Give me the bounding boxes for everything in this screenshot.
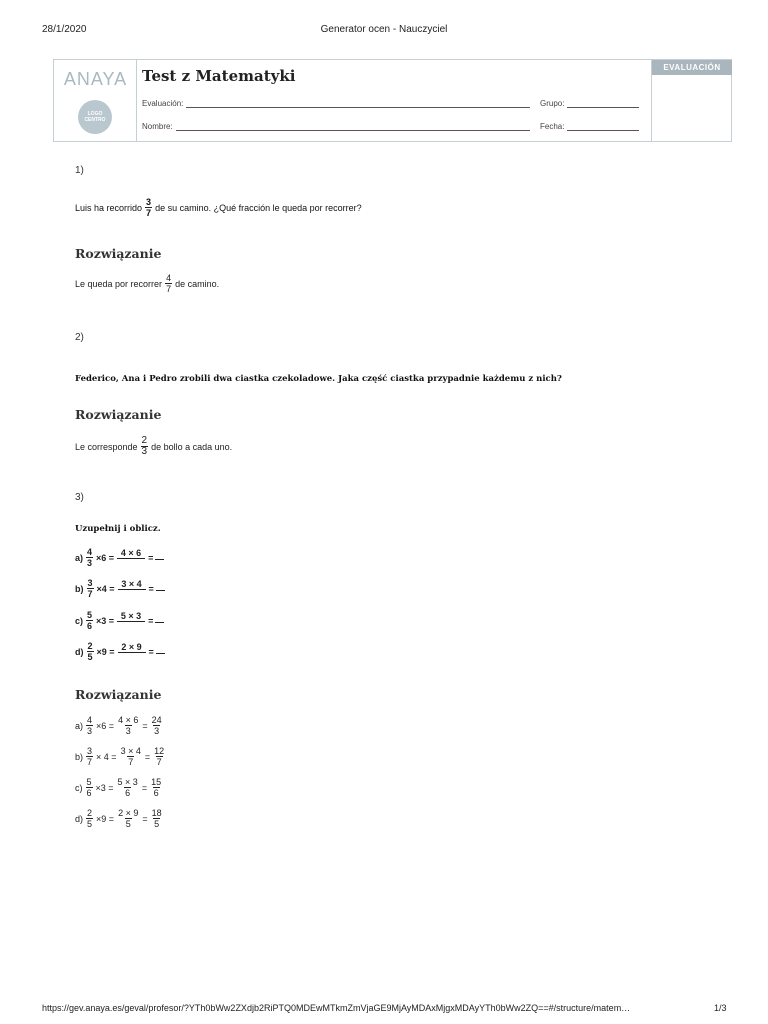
exercise-row-d [75, 641, 167, 662]
fraction-denominator: 3 [87, 726, 93, 736]
print-page-title: Generator ocen - Nauczyciel [320, 24, 448, 35]
solution-multiply: × 4 = [96, 751, 117, 762]
solution-fraction [86, 715, 93, 736]
exercise-product-fraction [117, 548, 145, 568]
solution-1-before: Le queda por recorrer [75, 278, 163, 289]
evaluacion-label: Evaluación: [142, 99, 184, 108]
school-logo-placeholder: LOGO CENTRO [78, 100, 112, 134]
solution-fraction [86, 746, 93, 767]
question-1-text [75, 197, 362, 218]
solution-1-heading: Rozwiązanie [75, 246, 162, 261]
solution-product-fraction [117, 715, 139, 736]
solution-multiply: ×3 = [95, 782, 114, 793]
evaluation-tag: EVALUACIÓN [652, 60, 732, 75]
evaluacion-field[interactable] [142, 98, 530, 108]
exercise-equals: = [148, 615, 154, 626]
solution-result-fraction [151, 808, 163, 829]
exercise-answer-blank[interactable] [156, 586, 165, 591]
fraction-denominator-blank[interactable] [117, 558, 145, 568]
fraction-numerator: 18 [151, 808, 162, 818]
exercise-multiply: ×6 = [96, 552, 115, 563]
exercise-equals: = [148, 552, 154, 563]
solution-row-b [75, 746, 168, 767]
fraction-denominator: 5 [125, 819, 131, 829]
fraction-denominator: 5 [87, 819, 93, 829]
print-date: 28/1/2020 [42, 24, 87, 35]
solution-fraction [86, 808, 93, 829]
exercise-label: a) [75, 552, 84, 563]
fraction-numerator: 2 [87, 641, 93, 651]
exercise-label: b) [75, 583, 84, 594]
fecha-line [567, 123, 639, 131]
solution-label: a) [75, 720, 84, 731]
fraction-numerator: 2 × 9 [121, 641, 142, 652]
exercise-label: d) [75, 646, 84, 657]
fraction-numerator: 5 × 3 [117, 777, 138, 787]
question-2-text: Federico, Ana i Pedro zrobili dwa ciastka czekoladowe. Jaka część ciastka przypadnie każdemu z nich? [75, 374, 562, 384]
fraction-denominator: 6 [87, 621, 93, 631]
solution-equals: = [141, 782, 148, 793]
solution-2-after: de bollo a cada uno. [151, 441, 233, 452]
exercise-fraction [86, 547, 93, 568]
fecha-label: Fecha: [540, 122, 565, 131]
fraction-denominator: 6 [153, 788, 159, 798]
question-1-fraction [145, 197, 152, 218]
exercise-fraction [86, 610, 93, 631]
fraction-numerator: 3 [87, 746, 93, 756]
solution-row-c [75, 777, 165, 798]
question-3-text: Uzupełnij i oblicz. [75, 524, 161, 534]
fraction-denominator-blank[interactable] [117, 621, 145, 631]
grupo-field[interactable] [540, 98, 639, 108]
solution-result-fraction [153, 746, 165, 767]
solution-2-before: Le corresponde [75, 441, 138, 452]
solution-2-fraction [141, 436, 149, 457]
question-1-text-before: Luis ha recorrido [75, 202, 143, 213]
solution-2-heading: Rozwiązanie [75, 407, 162, 422]
fraction-numerator: 2 × 9 [118, 808, 139, 818]
exam-header [53, 59, 732, 142]
fraction-numerator: 5 × 3 [120, 610, 142, 621]
fraction-numerator: 4 × 6 [120, 547, 142, 558]
print-header [0, 24, 768, 38]
fraction-numerator: 4 [166, 273, 172, 283]
fecha-field[interactable] [540, 121, 639, 131]
grupo-line [567, 100, 639, 108]
solution-equals: = [144, 751, 151, 762]
evaluacion-line [186, 100, 530, 108]
solution-2-text [75, 436, 232, 457]
fraction-denominator: 3 [154, 726, 160, 736]
fraction-numerator: 5 [86, 777, 92, 787]
fraction-numerator: 3 × 4 [120, 746, 141, 756]
solution-equals: = [142, 720, 148, 731]
exercise-equals: = [148, 583, 154, 594]
exercise-answer-blank[interactable] [155, 555, 164, 560]
fraction-numerator: 4 × 6 [118, 715, 139, 725]
solution-label: c) [75, 782, 83, 793]
exercise-multiply: ×4 = [96, 583, 115, 594]
solution-label: b) [75, 751, 84, 762]
exercise-row-b [75, 578, 167, 599]
exercise-fraction [87, 641, 94, 662]
page-number: 1/3 [714, 1003, 727, 1013]
fraction-numerator: 3 [87, 578, 93, 588]
solution-product-fraction [120, 746, 142, 767]
fraction-numerator: 5 [87, 610, 93, 620]
fraction-denominator: 7 [156, 757, 162, 767]
nombre-label: Nombre: [142, 122, 173, 131]
fraction-numerator: 3 × 4 [121, 578, 142, 589]
fraction-denominator-blank[interactable] [118, 589, 146, 599]
solution-result-fraction [150, 777, 162, 798]
exercise-row-c [75, 610, 166, 631]
question-1-text-after: de su camino. ¿Qué fracción le queda por recorrer? [155, 202, 362, 213]
solution-3-heading: Rozwiązanie [75, 687, 162, 702]
fraction-denominator: 7 [166, 284, 172, 294]
fraction-denominator: 7 [87, 757, 93, 767]
exercise-product-fraction [118, 579, 146, 599]
question-2-number: 2) [75, 332, 84, 343]
fraction-numerator: 24 [151, 715, 162, 725]
fraction-denominator: 6 [86, 788, 92, 798]
exercise-row-a [75, 547, 166, 568]
nombre-field[interactable] [142, 121, 530, 131]
exercise-multiply: ×3 = [96, 615, 115, 626]
solution-product-fraction [117, 808, 139, 829]
solution-label: d) [75, 813, 84, 824]
solution-1-fraction [165, 273, 172, 294]
solution-multiply: ×6 = [96, 720, 115, 731]
exercise-multiply: ×9 = [96, 646, 115, 657]
exercise-equals: = [148, 646, 154, 657]
solution-fraction [86, 777, 93, 798]
fraction-numerator: 2 [87, 808, 93, 818]
fraction-denominator: 7 [128, 757, 134, 767]
exercise-fraction [87, 578, 94, 599]
exam-title: Test z Matematyki [142, 67, 296, 85]
fraction-denominator: 7 [146, 208, 152, 218]
logo-column [54, 60, 137, 141]
solution-result-fraction [151, 715, 163, 736]
solution-1-text [75, 273, 219, 294]
fraction-numerator: 4 [87, 715, 93, 725]
exercise-label: c) [75, 615, 84, 626]
solution-multiply: ×9 = [96, 813, 115, 824]
fraction-denominator: 7 [87, 589, 93, 599]
anaya-logo: ANAYA [63, 69, 128, 89]
fraction-denominator: 5 [154, 819, 160, 829]
fraction-denominator: 5 [87, 652, 93, 662]
exercise-answer-blank[interactable] [155, 618, 164, 623]
solution-row-d [75, 808, 166, 829]
grupo-label: Grupo: [540, 99, 565, 108]
solution-1-after: de camino. [175, 278, 220, 289]
print-footer [0, 1003, 768, 1017]
fraction-numerator: 4 [87, 547, 93, 557]
fraction-numerator: 3 [146, 197, 152, 207]
question-3-number: 3) [75, 492, 84, 503]
print-url[interactable]: https://gev.anaya.es/geval/profesor/?YTh0bWw2ZXdjb2RiPTQ0MDEwMTkmZmVjaGE9MjAyMDAxMjgxMDAyYTh0bWw2ZQ==#/structure/matem… [42, 1003, 631, 1013]
solution-product-fraction [117, 777, 139, 798]
exercise-product-fraction [118, 642, 146, 662]
fraction-numerator: 15 [151, 777, 162, 787]
fraction-denominator-blank[interactable] [118, 652, 146, 662]
fraction-numerator: 12 [154, 746, 165, 756]
question-1-number: 1) [75, 165, 84, 176]
nombre-line [176, 123, 530, 131]
fraction-denominator: 6 [125, 788, 131, 798]
evaluation-column [651, 60, 732, 141]
fraction-denominator: 3 [141, 446, 148, 457]
solution-row-a [75, 715, 166, 736]
fraction-denominator: 3 [87, 558, 93, 568]
fraction-numerator: 2 [141, 435, 148, 446]
exercise-product-fraction [117, 611, 145, 631]
exercise-answer-blank[interactable] [156, 649, 165, 654]
fraction-denominator: 3 [125, 726, 131, 736]
solution-equals: = [142, 813, 148, 824]
